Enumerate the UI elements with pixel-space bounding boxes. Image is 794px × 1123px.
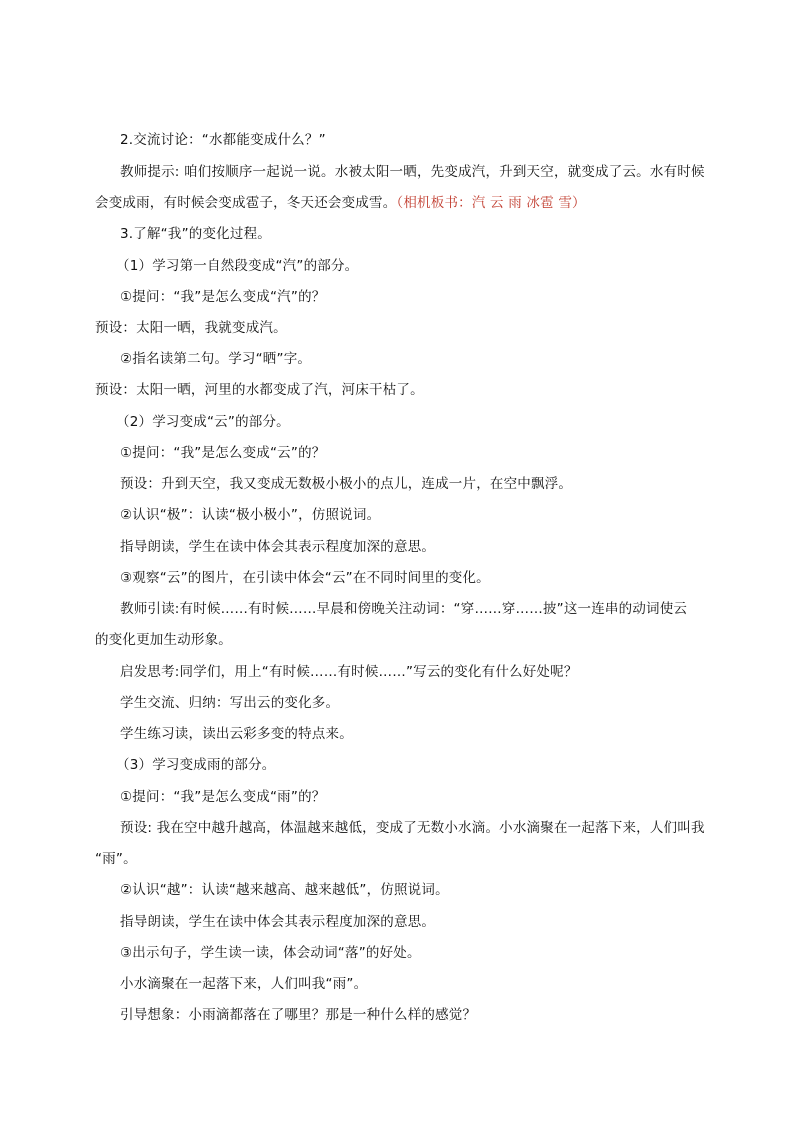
paragraph-line: 启发思考:同学们，用上“有时候……有时候……”写云的变化有什么好处呢？: [120, 664, 578, 680]
paragraph-line: ②认识“极”：认读“极小极小”，仿照说词。: [120, 507, 381, 523]
section-heading: 2.交流讨论：“水都能变成什么？”: [120, 132, 326, 148]
preset-answer: 预设: 我在空中越升越高，体温越来越低，变成了无数小水滴。小水滴聚在一起落下来，人们叫我: [120, 820, 705, 836]
paragraph-line: [95, 194, 586, 212]
paragraph-line: 教师引读:有时候……有时候……早晨和傍晚关注动词：“穿……穿……披”这一连串的动词使云: [120, 601, 688, 617]
paragraph-line: 的变化更加生动形象。: [95, 632, 232, 648]
preset-answer: 预设：升到天空，我又变成无数极小极小的点儿，连成一片，在空中飘浮。: [120, 476, 573, 492]
preset-answer: 预设：太阳一晒，河里的水都变成了汽，河床干枯了。: [95, 382, 424, 398]
subsection-heading: （3）学习变成雨的部分。: [116, 757, 276, 773]
preset-answer: 预设：太阳一晒，我就变成汽。: [95, 320, 287, 336]
paragraph-line: ③观察“云”的图片，在引读中体会“云”在不同时间里的变化。: [120, 570, 490, 586]
paragraph-line: ③出示句子，学生读一读，体会动词“落”的好处。: [120, 945, 421, 961]
paragraph-line: 教师提示: 咱们按顺序一起说一说。水被太阳一晒，先变成汽，升到天空，就变成了云。水有时候: [120, 164, 705, 180]
paragraph-line: “雨”。: [95, 851, 137, 867]
paragraph-line: 指导朗读，学生在读中体会其表示程度加深的意思。: [120, 539, 436, 555]
paragraph-line: 学生交流、归纳：写出云的变化多。: [120, 695, 340, 711]
paragraph-line: ②认识“越”：认读“越来越高、越来越低”，仿照说词。: [120, 882, 449, 898]
question-line: ①提问：“我”是怎么变成“雨”的？: [120, 789, 326, 805]
paragraph-line: 学生练习读，读出云彩多变的特点来。: [120, 726, 353, 742]
section-heading: 3.了解“我”的变化过程。: [120, 226, 271, 242]
question-line: ①提问：“我”是怎么变成“汽”的？: [120, 289, 326, 305]
paragraph-line: 引导想象：小雨滴都落在了哪里？那是一种什么样的感觉？: [120, 1007, 477, 1023]
paragraph-line: 指导朗读，学生在读中体会其表示程度加深的意思。: [120, 914, 436, 930]
board-note: （相机板书：汽 云 雨 冰雹 雪）: [396, 195, 586, 211]
question-line: ①提问：“我”是怎么变成“云”的？: [120, 445, 326, 461]
paragraph-text: 会变成雨，有时候会变成雹子，冬天还会变成雪。: [95, 195, 397, 211]
paragraph-line: ②指名读第二句。学习“晒”字。: [120, 351, 312, 367]
subsection-heading: （1）学习第一自然段变成“汽”的部分。: [116, 258, 359, 274]
paragraph-line: 小水滴聚在一起落下来，人们叫我“雨”。: [120, 976, 368, 992]
subsection-heading: （2）学习变成“云”的部分。: [116, 414, 290, 430]
